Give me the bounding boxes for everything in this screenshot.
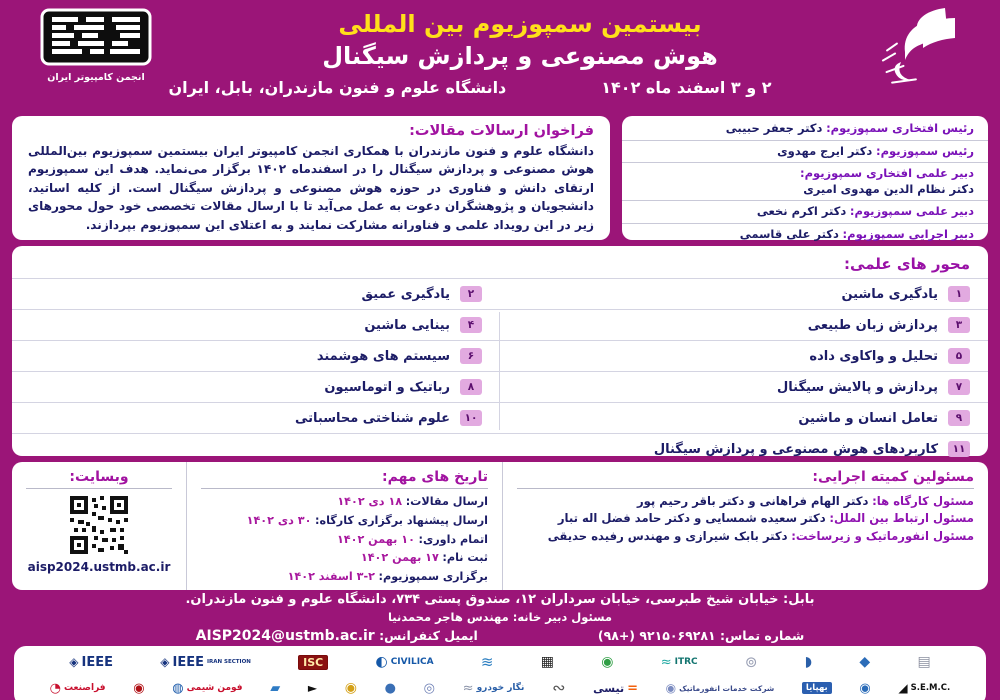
topic-number: ۲ xyxy=(460,286,482,302)
sponsors-row-1 xyxy=(22,649,978,675)
call-for-papers-card xyxy=(12,116,610,240)
topics-grid xyxy=(12,278,988,464)
title-line1: بیستمین سمپوزیوم بین المللی xyxy=(338,10,702,38)
sponsors-row-2 xyxy=(22,675,978,700)
topic-item: ۸ رباتیک و اتوماسیون xyxy=(12,371,500,402)
civilica-logo: ◐ CIVILICA xyxy=(375,654,434,670)
committee-row: دبیر علمی افتخاری سمپوزیوم: دکتر نظام الدین مهدوی امیری xyxy=(622,163,988,201)
standards-institute-logo: ▦ xyxy=(540,654,554,670)
itrc-logo: ≈ ITRC xyxy=(660,654,698,670)
date-row: اتمام داوری: ۱۰ بهمن ۱۴۰۲ xyxy=(336,532,488,546)
topic-item: ۳ پردازش زبان طبیعی xyxy=(500,309,988,340)
blue-oval-logo: ● xyxy=(384,680,396,696)
topic-number: ۳ xyxy=(948,317,970,333)
title-line2: هوش مصنوعی و پردازش سیگنال xyxy=(322,42,718,71)
footer xyxy=(0,592,1000,644)
topic-number: ۱ xyxy=(948,286,970,302)
topic-item: ۲ یادگیری عمیق xyxy=(12,278,500,309)
computer-society-icon xyxy=(40,8,152,66)
topics-card xyxy=(12,246,988,456)
call-for-papers-title: فراخوان ارسالات مقالات: xyxy=(409,123,594,139)
info-card xyxy=(12,462,988,590)
topics-title: محور های علمی: xyxy=(844,255,970,273)
blockchain-association-logo: ◆ xyxy=(859,654,871,670)
website-section xyxy=(12,462,186,590)
university-logo xyxy=(855,2,985,97)
date-row: ثبت نام: ۱۷ بهمن ۱۴۰۲ xyxy=(360,551,488,565)
email[interactable]: ایمیل کنفرانس: AISP2024@ustmb.ac.ir xyxy=(195,628,478,644)
committee-row: دبیر علمی سمپوزیوم: دکتر اکرم نخعی xyxy=(622,201,988,224)
committee-card xyxy=(622,116,988,240)
call-for-papers-body: دانشگاه علوم و فنون مازندران با همکاری انجمن کامپیوتر ایران بیستمین سمپوزیوم بین‌المللی هوش مصنوعی و پردازش سیگنال را در اسفندماه ۱۴۰۲ برگزار می‌نماید. هدف این سمپوزیوم ارتقای دانش و فناوری در حوزه هوش مصنوعی و پردازش سیگنال است. از کلیه اساتید، دانشجویان و پژوهشگران دعوت به عمل می‌آید تا با ارسال مقالات تخصصی خود حول محورهای زیر در این رویداد علمی و فناورانه مشارکت نمایند و به اعتلای این سمپوزیوم بپردازند. xyxy=(28,144,594,232)
executive-row: مسئول انفورماتیک و زیرساخت: دکتر بابک شیرازی و مهندس رفیده حدیقی xyxy=(547,528,974,543)
isc-logo: ISC xyxy=(298,655,328,670)
date-row: ارسال پیشنهاد برگزاری کارگاه: ۳۰ دی ۱۴۰۲ xyxy=(246,513,488,527)
important-dates-title: تاریخ های مهم: xyxy=(201,469,488,489)
sharif-software-logo: ◗ xyxy=(804,654,813,670)
topic-number: ۵ xyxy=(948,348,970,364)
executive-row: مسئول کارگاه ها: دکتر الهام فراهانی و دکتر باقر رحیم پور xyxy=(636,494,974,508)
behpaya-logo: بهپایا xyxy=(802,682,832,694)
gold-seal-logo: ◉ xyxy=(344,680,357,696)
water-university-logo: ≋ xyxy=(480,652,494,671)
topic-number: ۷ xyxy=(948,379,970,395)
topic-number: ۹ xyxy=(948,410,970,426)
committee-row: رئیس افتخاری سمپوزیوم: دکتر جعفر حبیبی xyxy=(622,118,988,141)
address-line: بابل: خیابان شیخ طبرسی، خیابان سرداران ۱۲، صندوق پستی ۷۳۴، دانشگاه علوم و فنون مازندران. xyxy=(185,592,815,607)
negar-khodro-logo: ≈ نگار خودرو xyxy=(462,680,525,696)
phone: شماره تماس: ۹۲۱۵۰۶۹۲۸۱ (+۹۸) xyxy=(597,628,805,643)
sponsors-card xyxy=(14,646,986,700)
green-org-logo: ◉ xyxy=(601,654,614,670)
fara-sanat-logo: ◔ فراصنعت xyxy=(49,680,106,696)
poster-title xyxy=(170,8,870,73)
important-dates-section xyxy=(186,462,502,590)
committee-row: رئیس سمپوزیوم: دکتر ایرج مهدوی xyxy=(622,141,988,164)
event-date: ۲ و ۳ اسفند ماه ۱۴۰۲ xyxy=(601,78,772,97)
informatics-services-logo: ◉ شرکت خدمات انفورماتیک xyxy=(665,681,775,695)
calligraphy-logo: ∾ xyxy=(552,678,566,697)
date-row: ارسال مقالات: ۱۸ دی ۱۴۰۲ xyxy=(337,495,488,508)
website-title: وبسایت: xyxy=(26,469,172,489)
ieee-iran-section-logo: ◈ IEEE IRAN SECTION xyxy=(160,654,251,670)
committee-row: دبیر اجرایی سمپوزیوم: دکتر علی قاسمی xyxy=(739,226,974,241)
topic-item: ۷ پردازش و پالایش سیگنال xyxy=(500,371,988,402)
topic-number: ۱۱ xyxy=(948,441,970,457)
event-venue: دانشگاه علوم و فنون مازندران، بابل، ایران xyxy=(168,78,507,97)
topic-item: ۱۱ کاربردهای هوش مصنوعی و پردازش سیگنال xyxy=(12,433,988,464)
iran-computer-society-logo xyxy=(36,8,156,83)
national-informatics-logo: ▤ xyxy=(917,654,931,670)
secretariat-line: مسئول دبیر خانه: مهندس هاجر محمدنیا xyxy=(387,610,613,624)
nano-network-logo: ⊚ xyxy=(744,652,758,671)
eye-org-logo: ◉ xyxy=(859,680,871,696)
topic-number: ۶ xyxy=(460,348,482,364)
topic-item: ۴ بینایی ماشین xyxy=(12,309,500,340)
topics-divider xyxy=(499,312,500,430)
executive-row: مسئول ارتباط بین الملل: دکتر سعیده شمسایی و دکتر حامد فضل اله تبار xyxy=(557,511,974,526)
xbank-logo: ► xyxy=(307,681,318,695)
saba-logo: ▰ xyxy=(270,680,281,696)
topic-item: ۶ سیستم های هوشمند xyxy=(12,340,500,371)
semc-logo: ◢ S.E.M.C. xyxy=(898,681,951,695)
date-row: برگزاری سمپوزیوم: ۲-۳ اسفند ۱۴۰۲ xyxy=(287,570,488,584)
society-caption: انجمن کامپیوتر ایران xyxy=(47,72,145,83)
contact-line xyxy=(0,628,1000,644)
industrial-group-logo: ◉ xyxy=(133,680,145,696)
tisa-logo: تیسی = xyxy=(593,680,638,696)
fooman-shimi-logo: ◍ فومن شیمی xyxy=(172,680,243,696)
topic-item: ۱۰ علوم شناختی محاسباتی xyxy=(12,402,500,433)
topic-number: ۴ xyxy=(460,317,482,333)
topic-number: ۱۰ xyxy=(460,410,482,426)
topic-item: ۹ تعامل انسان و ماشین xyxy=(500,402,988,433)
topic-item: ۵ تحلیل و واکاوی داده xyxy=(500,340,988,371)
telecom-logo: ◎ xyxy=(423,680,435,696)
website-url[interactable]: aisp2024.ustmb.ac.ir xyxy=(27,560,171,574)
qr-code xyxy=(70,496,128,554)
topic-item: ۱ یادگیری ماشین xyxy=(500,278,988,309)
ieee-logo: ◈ IEEE xyxy=(69,654,113,670)
topic-number: ۸ xyxy=(460,379,482,395)
executive-title: مسئولین کمیته اجرایی: xyxy=(517,469,974,489)
executive-committee-section xyxy=(502,462,988,590)
header-subline xyxy=(100,78,840,97)
